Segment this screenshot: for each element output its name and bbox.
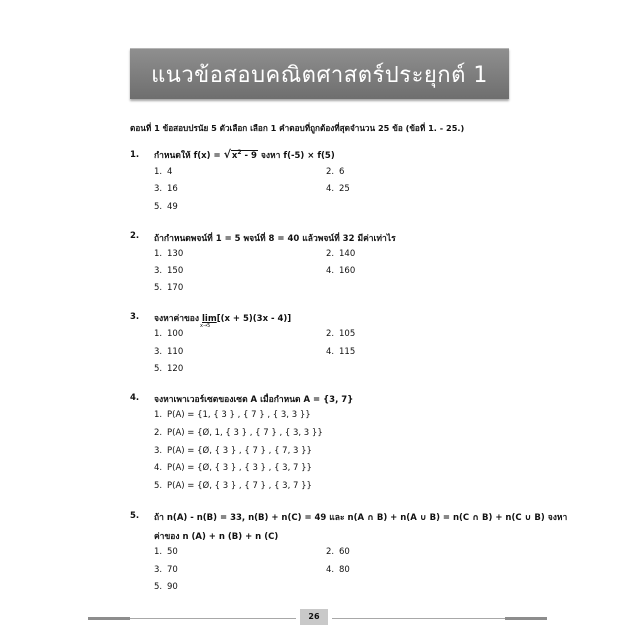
page-number: 26 — [300, 609, 328, 625]
choice-number: 5. — [154, 582, 163, 592]
choice — [326, 347, 355, 357]
choice-number: 4. — [326, 565, 335, 575]
choice-number: 5. — [154, 481, 163, 491]
choice-value: 90 — [167, 582, 178, 592]
choice-value: 140 — [339, 249, 356, 259]
question-number: 1. — [130, 150, 140, 160]
choice — [154, 463, 312, 473]
choice — [326, 184, 350, 194]
radicand-tail: - 9 — [241, 151, 257, 161]
part-instruction: ตอนที่ 1 ข้อสอบปรนัย 5 ตัวเลือก เลือก 1 คำตอบที่ถูกต้องที่สุดจำนวน 25 ข้อ (ข้อที่ 1. - 25.) — [130, 123, 465, 133]
choice-value: P(A) = {1, { 3 } , { 7 } , { 3, 3 }} — [167, 410, 311, 420]
limit-operator — [200, 314, 217, 329]
choice-number: 1. — [154, 167, 163, 177]
choice-number: 2. — [326, 329, 335, 339]
choice-value: 150 — [167, 266, 184, 276]
choice — [154, 167, 172, 177]
choice — [154, 481, 312, 491]
choice — [326, 266, 355, 276]
choice-number: 4. — [326, 184, 335, 194]
choice-number: 1. — [154, 410, 163, 420]
square-root-symbol: √ — [223, 148, 231, 161]
choice — [154, 446, 312, 456]
choice-number: 2. — [326, 249, 335, 259]
choice-value: 50 — [167, 547, 178, 557]
choice — [154, 184, 178, 194]
radicand — [231, 150, 258, 161]
choice-number: 3. — [154, 184, 163, 194]
choice-number: 3. — [154, 565, 163, 575]
choice — [154, 410, 311, 420]
choice — [326, 547, 350, 557]
radicand-base: x — [231, 151, 238, 161]
choice-number: 3. — [154, 266, 163, 276]
choice — [154, 202, 178, 212]
choice — [326, 167, 344, 177]
choice — [154, 329, 183, 339]
question-number: 2. — [130, 231, 140, 241]
choice-value: 80 — [339, 565, 350, 575]
limit-subscript: x→5 — [200, 323, 211, 329]
choice-value: 25 — [339, 184, 350, 194]
choice-value: 6 — [339, 167, 345, 177]
choice-number: 1. — [154, 249, 163, 259]
choice-value: 60 — [339, 547, 350, 557]
choice — [326, 249, 355, 259]
question-number: 3. — [130, 312, 140, 322]
choice — [154, 364, 183, 374]
choice — [154, 582, 178, 592]
choice-number: 5. — [154, 202, 163, 212]
title-banner — [130, 48, 509, 99]
choice-number: 2. — [326, 547, 335, 557]
choice — [326, 565, 350, 575]
choice-value: P(A) = {Ø, 1, { 3 } , { 7 } , { 3, 3 }} — [167, 428, 323, 438]
choice-value: 4 — [167, 167, 173, 177]
choice-value: P(A) = {Ø, { 3 } , { 3 } , { 3, 7 }} — [167, 463, 312, 473]
choice-value: P(A) = {Ø, { 3 } , { 7 } , { 7, 3 }} — [167, 446, 312, 456]
choice-number: 1. — [154, 329, 163, 339]
choice-value: 170 — [167, 283, 184, 293]
choice-value: 105 — [339, 329, 356, 339]
question-text-suffix: [(x + 5)(3x - 4)] — [216, 314, 292, 324]
choice — [154, 547, 178, 557]
question-text: ถ้ากำหนดพจน์ที่ 1 = 5 พจน์ที่ 8 = 40 แล้วพจน์ที่ 32 มีค่าเท่าไร — [154, 234, 396, 244]
exponent: 2 — [237, 149, 242, 157]
choice-value: 130 — [167, 249, 184, 259]
choice-number: 4. — [154, 463, 163, 473]
choice-number: 3. — [154, 446, 163, 456]
choice-number: 2. — [326, 167, 335, 177]
question-number: 5. — [130, 511, 140, 521]
footer-accent-left — [88, 617, 130, 620]
choice — [154, 565, 178, 575]
page-title: แนวข้อสอบคณิตศาสตร์ประยุกต์ 1 — [151, 63, 488, 88]
choice-number: 2. — [154, 428, 163, 438]
choice-number: 1. — [154, 547, 163, 557]
choice-value: 110 — [167, 347, 184, 357]
choice — [154, 283, 183, 293]
question-text-prefix: จงหาค่าของ — [154, 314, 202, 324]
question-text: จงหาเพาเวอร์เซตของเซต A เมื่อกำหนด A = {3, 7} — [154, 395, 354, 405]
choice-value: 16 — [167, 184, 178, 194]
question-text-prefix: กำหนดให้ f(x) = — [154, 151, 224, 161]
choice-value: 100 — [167, 329, 184, 339]
question-text — [154, 311, 292, 329]
question-number: 4. — [130, 393, 140, 403]
choice-number: 4. — [326, 347, 335, 357]
choice-value: 70 — [167, 565, 178, 575]
question-text-suffix: จงหา f(-5) × f(5) — [257, 151, 335, 161]
question-text-line-1: ถ้า n(A) - n(B) = 33, n(B) + n(C) = 49 และ n(A ∩ B) + n(A ∪ B) = n(C ∩ B) + n(C ∪ B) จงหา — [154, 513, 568, 523]
choice — [154, 428, 323, 438]
choice-value: 160 — [339, 266, 356, 276]
question-text-line-2: ค่าของ n (A) + n (B) + n (C) — [154, 532, 279, 542]
choice — [154, 347, 183, 357]
choice-number: 3. — [154, 347, 163, 357]
choice — [154, 266, 183, 276]
choice-value: 115 — [339, 347, 356, 357]
choice — [326, 329, 355, 339]
choice-number: 5. — [154, 283, 163, 293]
footer-accent-right — [505, 617, 547, 620]
choice-number: 5. — [154, 364, 163, 374]
choice-value: 120 — [167, 364, 184, 374]
limit-label: lim — [202, 314, 217, 324]
choice-number: 4. — [326, 266, 335, 276]
question-text — [154, 148, 335, 162]
choice-value: P(A) = {Ø, { 3 } , { 7 } , { 3, 7 }} — [167, 481, 312, 491]
choice-value: 49 — [167, 202, 178, 212]
choice — [154, 249, 183, 259]
